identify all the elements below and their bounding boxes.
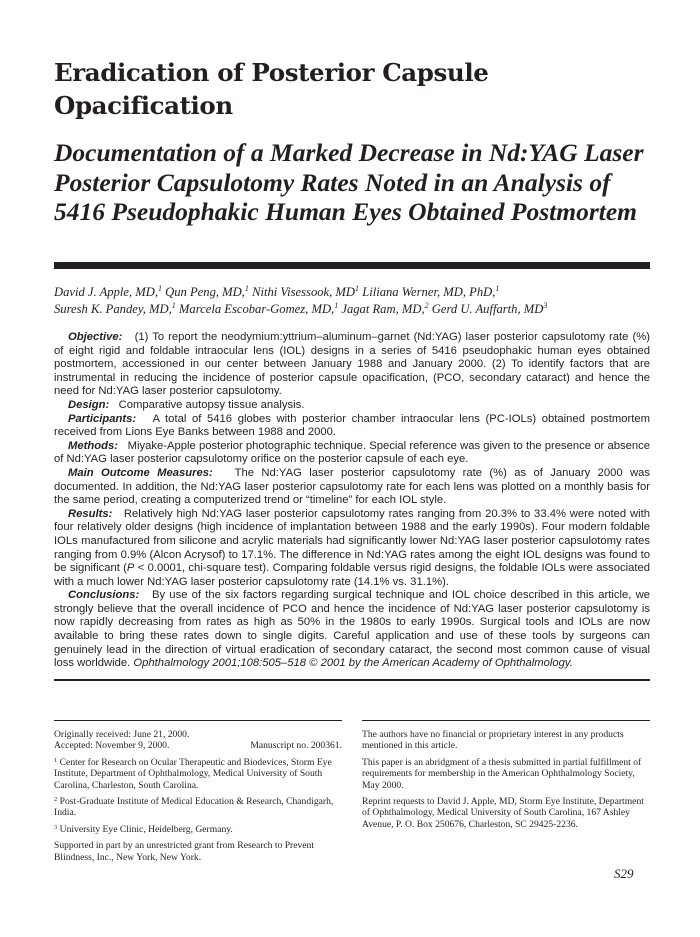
article-title: Eradication of Posterior Capsule Opacification [54, 58, 489, 120]
accepted-row [54, 740, 342, 751]
affiliation-marker: 3 [543, 301, 548, 310]
abstract-heading: Methods: [68, 439, 118, 452]
affiliation-marker: 1 [244, 284, 249, 293]
abstract [54, 331, 650, 671]
abstract-text: (1) To report the neodymium:yttrium–aluminum–garnet (Nd:YAG) laser posterior capsulotomy rate (%) of eight rigid and foldable intraocular lens (IOL) designs in a series of 5416 pseudophakic human eyes obtained postmortem, accessioned in our center between January 1988 and January 2000. (2) To identify factors that are instrumental in reducing the incidence of posterior capsule opacification, (PCO, secondary cataract) and hence the need for Nd:YAG laser posterior capsulotomy. [54, 331, 650, 398]
affiliation-3 [54, 824, 342, 835]
abstract-text: Comparative autopsy tissue analysis. [118, 398, 305, 411]
reprint-note: Reprint requests to David J. Apple, MD, Storm Eye Institute, Department of Ophthalmology, Medical University of South Carolina, 167 Ashley Avenue, P. O. Box 250676, Charleston, SC 29425-2236. [362, 796, 644, 830]
affiliation-marker: 1 [171, 301, 176, 310]
affiliation-marker: 1 [495, 284, 500, 293]
affiliation-marker: 2 [54, 796, 58, 804]
footnote-divider-right [362, 720, 650, 721]
affiliation-marker: 1 [158, 284, 162, 293]
affiliation-marker: 3 [54, 823, 58, 831]
journal-citation: Ophthalmology 2001;108:505–518 © 2001 by the American Academy of Ophthalmology. [133, 657, 573, 670]
author-name: Liliana Werner, MD, PhD, [362, 285, 496, 299]
article-subtitle: Documentation of a Marked Decrease in Nd:YAG Laser Posterior Capsulotomy Rates Noted in an Analysis of 5416 Pseudophakic Human Eyes Obtained Postmortem [54, 138, 644, 226]
abstract-outcome [54, 467, 650, 508]
footnotes-left [54, 729, 342, 868]
footnote-divider-left [54, 720, 342, 721]
author-name: Marcela Escobar-Gomez, MD, [178, 302, 335, 316]
manuscript-number: Manuscript no. 200361. [250, 740, 342, 752]
affiliation-marker: 1 [355, 284, 360, 293]
abstract-methods [54, 440, 650, 467]
author-name: Gerd U. Auffarth, MD [431, 302, 544, 316]
abstract-heading: Conclusions: [68, 589, 140, 602]
thesis-note: This paper is an abridgment of a thesis submitted in partial fulfillment of requirements for membership in the American Ophthalmology Society, May 2000. [362, 756, 642, 791]
received-date: Originally received: June 21, 2000. [54, 729, 190, 740]
abstract-text: Relatively high Nd:YAG laser posterior capsulotomy rates ranging from 20.3% to 33.4% were noted with four relatively older designs (high incidence of implantation between 1988 and the early 1990s). Four modern foldable IOLs manufactured from silicone and acrylic materials had significantly lower Nd:YAG laser posterior capsulotomy rates ranging from 0.9% (Alcon Acrysof) to 17.1%. The difference in Nd:YAG rates among the eight IOL designs was found to be significant ( [54, 507, 650, 575]
abstract-text: A total of 5416 globes with posterior chamber intraocular lens (PC-IOLs) obtained postmortem received from Lions Eye Banks between 1988 and 2000. [54, 412, 650, 439]
accepted-date: Accepted: November 9, 2000. [54, 740, 170, 752]
affiliation-1 [54, 757, 342, 791]
abstract-heading: Results: [68, 507, 113, 520]
author-name: Nithi Visessook, MD [252, 285, 356, 299]
abstract-results [54, 508, 650, 590]
abstract-text: The Nd:YAG laser posterior capsulotomy rate (%) as of January 2000 was documented. In addition, the Nd:YAG laser posterior capsulotomy rate for each lens was plotted on a monthly basis for the same period, creating a computerized trend or “timeline” for each IOL style. [54, 466, 650, 507]
abstract-design [54, 399, 650, 413]
author-list [54, 284, 654, 318]
abstract-participants [54, 413, 650, 440]
abstract-heading: Main Outcome Measures: [68, 466, 213, 479]
page-number: S29 [614, 866, 634, 881]
author-line-2 [54, 301, 654, 318]
affiliation-text: University Eye Clinic, Heidelberg, Germany. [59, 823, 233, 835]
abstract-heading: Objective: [68, 331, 123, 343]
affiliation-marker: 1 [334, 301, 339, 310]
abstract-divider [54, 679, 650, 681]
disclosure-note: The authors have no financial or proprietary interest in any products mentioned in this article. [362, 729, 624, 752]
affiliation-marker: 2 [424, 301, 429, 310]
abstract-text: Miyake-Apple posterior photographic technique. Special reference was given to the presence or absence of Nd:YAG laser posterior capsulotomy orifice on the posterior capsule of each eye. [54, 439, 650, 466]
affiliation-2 [54, 796, 342, 819]
affiliation-marker: 1 [54, 756, 58, 764]
affiliation-text: Post-Graduate Institute of Medical Education & Research, Chandigarh, India. [54, 796, 334, 819]
affiliation-text: Center for Research on Ocular Therapeutic and Biodevices, Storm Eye Institute, Department of Ophthalmology, Medical University of South Carolina, Charleston, South Carolina. [54, 756, 332, 791]
author-name: David J. Apple, MD, [54, 285, 158, 299]
author-line-1 [54, 284, 654, 301]
title-divider [54, 262, 650, 269]
abstract-text: < 0.0001, chi-square test). Comparing foldable versus rigid designs, the foldable IOLs were associated with a much lower Nd:YAG laser posterior capsulotomy rate (14.1% vs. 31.1%). [54, 562, 650, 588]
footnotes-right [362, 729, 650, 835]
author-name: Qun Peng, MD, [165, 285, 245, 299]
author-name: Suresh K. Pandey, MD, [54, 302, 172, 316]
funding-note: Supported in part by an unrestricted grant from Research to Prevent Blindness, Inc., New York, New York. [54, 840, 315, 863]
p-value-symbol: P [126, 562, 135, 575]
abstract-heading: Design: [68, 398, 110, 411]
abstract-text: By use of the six factors regarding surgical technique and IOL choice described in this article, we strongly believe that the overall incidence of PCO and hence the incidence of Nd:YAG laser posterior capsulotomy is now rapidly decreasing from rates as high as 50% in the 1980s to early 1990s. Surgical tools and IOLs are now available to bring these rates down to single digits. Careful application and use of these tools by surgeons can genuinely lead in the direction of virtual eradication of secondary cataract, the second most common cause of visual loss worldwide. [54, 589, 650, 670]
abstract-objective [54, 331, 650, 399]
abstract-conclusions [54, 589, 650, 671]
abstract-heading: Participants: [68, 412, 137, 425]
author-name: Jagat Ram, MD, [341, 302, 425, 316]
